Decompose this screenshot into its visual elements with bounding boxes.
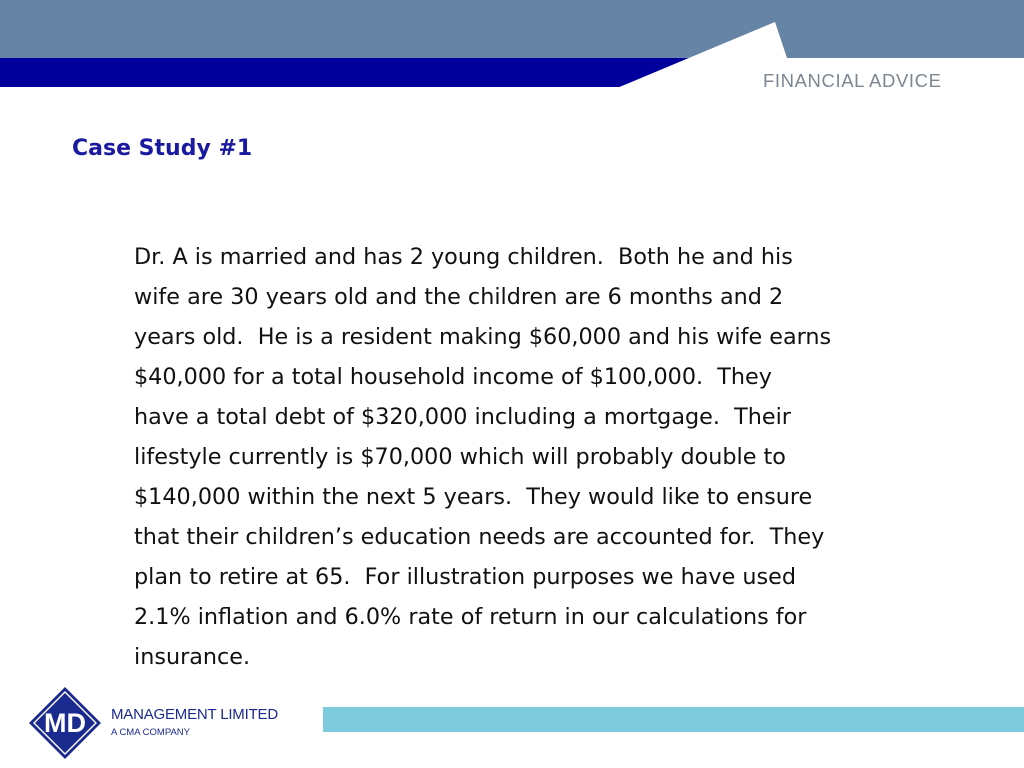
paragraph-line: have a total debt of $320,000 including a mortgage. Their	[134, 404, 791, 430]
paragraph-line: that their children’s education needs are accounted for. They	[134, 524, 825, 550]
paragraph-line: $40,000 for a total household income of $100,000. They	[134, 364, 772, 390]
paragraph-line: years old. He is a resident making $60,000 and his wife earns	[134, 324, 832, 350]
paragraph-line: lifestyle currently is $70,000 which will probably double to	[134, 444, 786, 470]
logo-text: MD	[44, 708, 86, 738]
page-title: Case Study #1	[72, 136, 253, 161]
paragraph-line: $140,000 within the next 5 years. They would like to ensure	[134, 484, 813, 510]
paragraph-line: wife are 30 years old and the children are 6 months and 2	[134, 284, 784, 310]
paragraph-line: Dr. A is married and has 2 young children. Both he and his	[134, 244, 793, 270]
case-study-paragraph	[134, 237, 964, 677]
header-slate-band	[0, 0, 1024, 58]
paragraph-line: 2.1% inflation and 6.0% rate of return in our calculations for	[134, 604, 807, 630]
md-logo	[28, 686, 102, 760]
header-label: FINANCIAL ADVICE	[763, 70, 942, 91]
footer-accent-bar	[323, 707, 1024, 732]
paragraph-line: insurance.	[134, 644, 251, 670]
company-name: MANAGEMENT LIMITED	[111, 706, 278, 723]
company-subtitle: A CMA COMPANY	[111, 727, 191, 738]
footer-bar-fill	[323, 707, 1024, 732]
paragraph-line: plan to retire at 65. For illustration purposes we have used	[134, 564, 797, 590]
